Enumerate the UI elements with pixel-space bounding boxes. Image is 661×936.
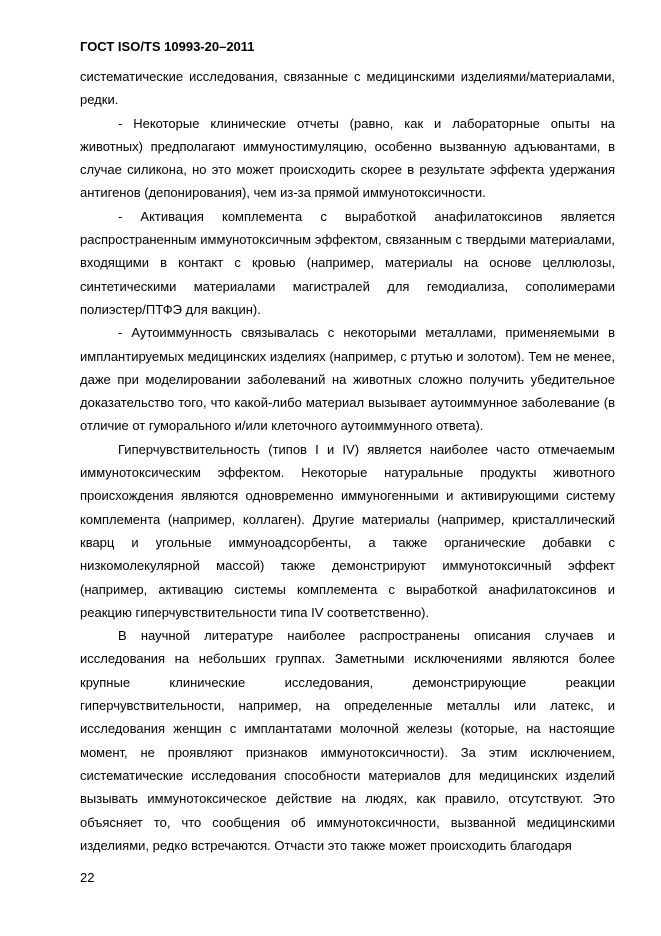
- paragraph: Гиперчувствительность (типов I и IV) является наиболее часто отмечаемым иммунотоксическим эффектом. Некоторые натуральные продукты животного происхождения являются одновременно иммуногенными и активирующими систему комплемента (например, коллаген). Другие материалы (например, кристаллический кварц и угольные иммуноадсорбенты, а также органические добавки с низкомолекулярной массой) также демонстрируют иммунотоксичный эффект (например, активацию системы комплемента с выработкой анафилатоксинов и реакцию гиперчувствительности типа IV соответственно).: [80, 441, 615, 620]
- document-header: ГОСТ ISO/TS 10993-20–2011: [80, 39, 255, 54]
- document-body: [80, 65, 615, 857]
- paragraph: - Аутоиммунность связывалась с некоторыми металлами, применяемыми в имплантируемых медицинских изделиях (например, с ртутью и золотом). Тем не менее, даже при моделировании заболеваний на животных сложно получить убедительное доказательство того, что какой-либо материал вызывает аутоиммунное заболевание (в отличие от гуморального и/или клеточного аутоиммунного ответа).: [80, 325, 615, 434]
- paragraph: В научной литературе наиболее распространены описания случаев и исследования на небольших группах. Заметными исключениями являются более крупные клинические исследования, демонстрирующие реакции гиперчувствительности, например, на определенные металлы или латекс, и исследования женщин с имплантатами молочной железы (которые, на настоящие момент, не проявляют признаков иммунотоксичности). За этим исключением, систематические исследования способности материалов для медицинских изделий вызывать иммунотоксическое действие на людях, как правило, отсутствуют. Это объясняет то, что сообщения об иммунотоксичности, вызванной медицинскими изделиями, редко встречаются. Отчасти это также может происходить благодаря: [80, 628, 615, 853]
- page-number: 22: [80, 870, 95, 885]
- paragraph: - Активация комплемента с выработкой анафилатоксинов является распространенным иммунотоксичным эффектом, связанным с твердыми материалами, входящими в контакт с кровью (например, материалы на основе целлюлозы, синтетическими материалами магистралей для гемодиализа, сополимерами полиэстер/ПТФЭ для вакцин).: [80, 208, 615, 317]
- paragraph: - Некоторые клинические отчеты (равно, как и лабораторные опыты на животных) предполагают иммуностимуляцию, особенно вызванную адъювантами, в случае силикона, но это может происходить скорее в результате эффекта удержания антигенов (депонирования), чем из-за прямой иммунотоксичности.: [80, 115, 615, 201]
- paragraph: систематические исследования, связанные с медицинскими изделиями/материалами, редки.: [80, 69, 615, 108]
